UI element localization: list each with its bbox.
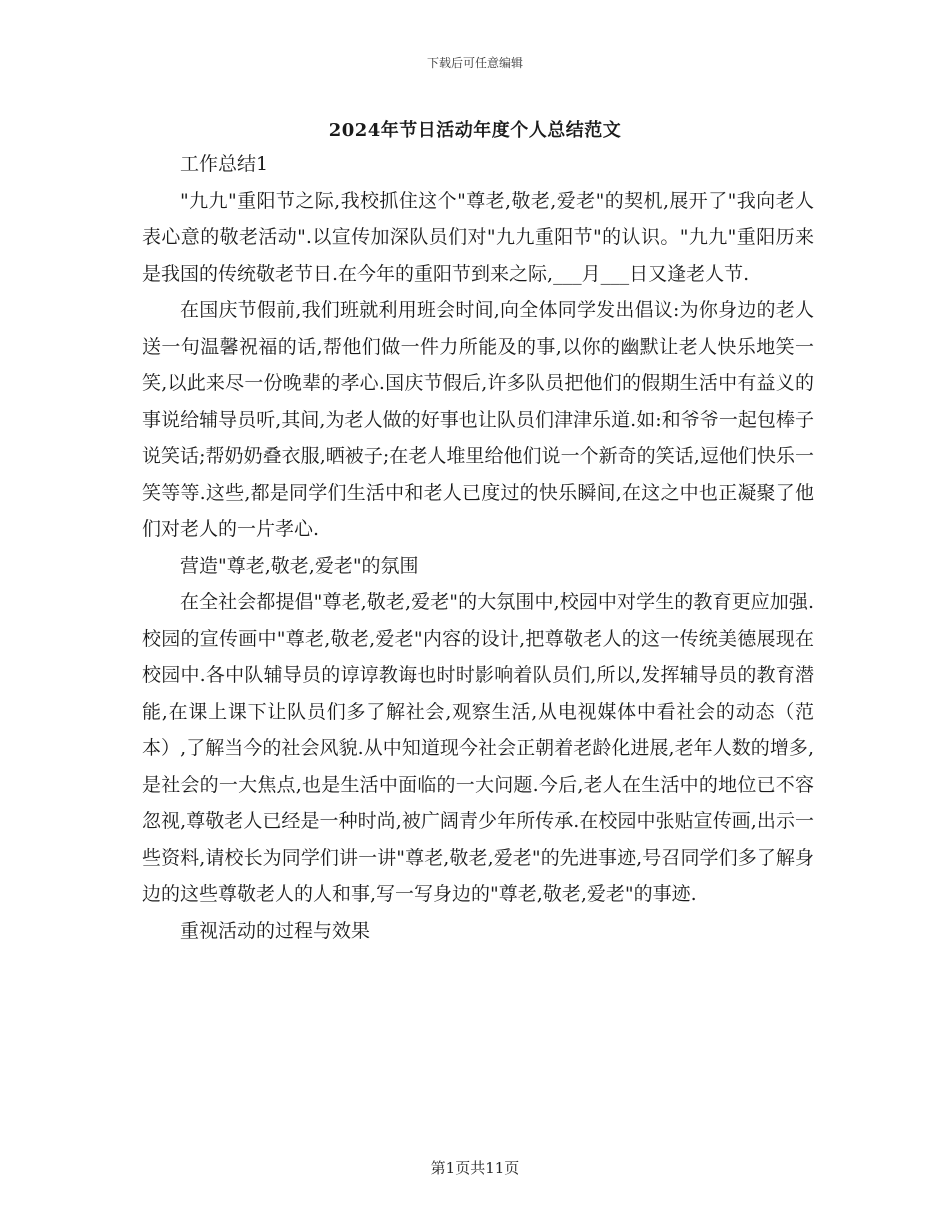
section-heading: 重视活动的过程与效果 — [180, 919, 371, 942]
body-paragraph: "九九"重阳节之际,我校抓住这个"尊老,敬老,爱老"的契机,展开了"我向老人表心意的敬老活动".以宣传加深队员们对"九九重阳节"的认识。"九九"重阳历来是我国的传统敬老节日.在今年的重阳节到来之际,___月___日又逢老人节. — [142, 189, 814, 285]
header-note: 下载后可任意编辑 — [426, 56, 523, 70]
document-body — [142, 146, 814, 949]
document-title: 2024年节日活动年度个人总结范文 — [328, 120, 622, 141]
body-paragraph: 在全社会都提倡"尊老,敬老,爱老"的大氛围中,校园中对学生的教育更应加强.校园的宣传画中"尊老,敬老,爱老"内容的设计,把尊敬老人的这一传统美德展现在校园中.各中队辅导员的谆谆教诲也时时影响着队员们,所以,发挥辅导员的教育潜能,在课上课下让队员们多了解社会,观察生活,从电视媒体中看社会的动态（范本）,了解当今的社会风貌.从中知道现今社会正朝着老龄化进展,老年人数的增多,是社会的一大焦点,也是生活中面临的一大问题.今后,老人在生活中的地位已不容忽视,尊敬老人已经是一种时尚,被广阔青少年所传承.在校园中张贴宣传画,出示一些资料,请校长为同学们讲一讲"尊老,敬老,爱老"的先进事迹,号召同学们多了解身边的这些尊敬老人的人和事,写一写身边的"尊老,敬老,爱老"的事迹. — [142, 591, 814, 905]
body-paragraph: 在国庆节假前,我们班就利用班会时间,向全体同学发出倡议:为你身边的老人送一句温馨祝福的话,帮他们做一件力所能及的事,以你的幽默让老人快乐地笑一笑,以此来尽一份晚辈的孝心.国庆节假后,许多队员把他们的假期生活中有益义的事说给辅导员听,其间,为老人做的好事也让队员们津津乐道.如:和爷爷一起包棒子说笑话;帮奶奶叠衣服,晒被子;在老人堆里给他们说一个新奇的笑话,逗他们快乐一笑等等.这些,都是同学们生活中和老人已度过的快乐瞬间,在这之中也正凝聚了他们对老人的一片孝心. — [142, 299, 814, 540]
section-heading: 工作总结1 — [180, 153, 269, 175]
page-number: 第1页共11页 — [430, 1159, 520, 1177]
section-heading: 营造"尊老,敬老,爱老"的氛围 — [180, 554, 419, 577]
